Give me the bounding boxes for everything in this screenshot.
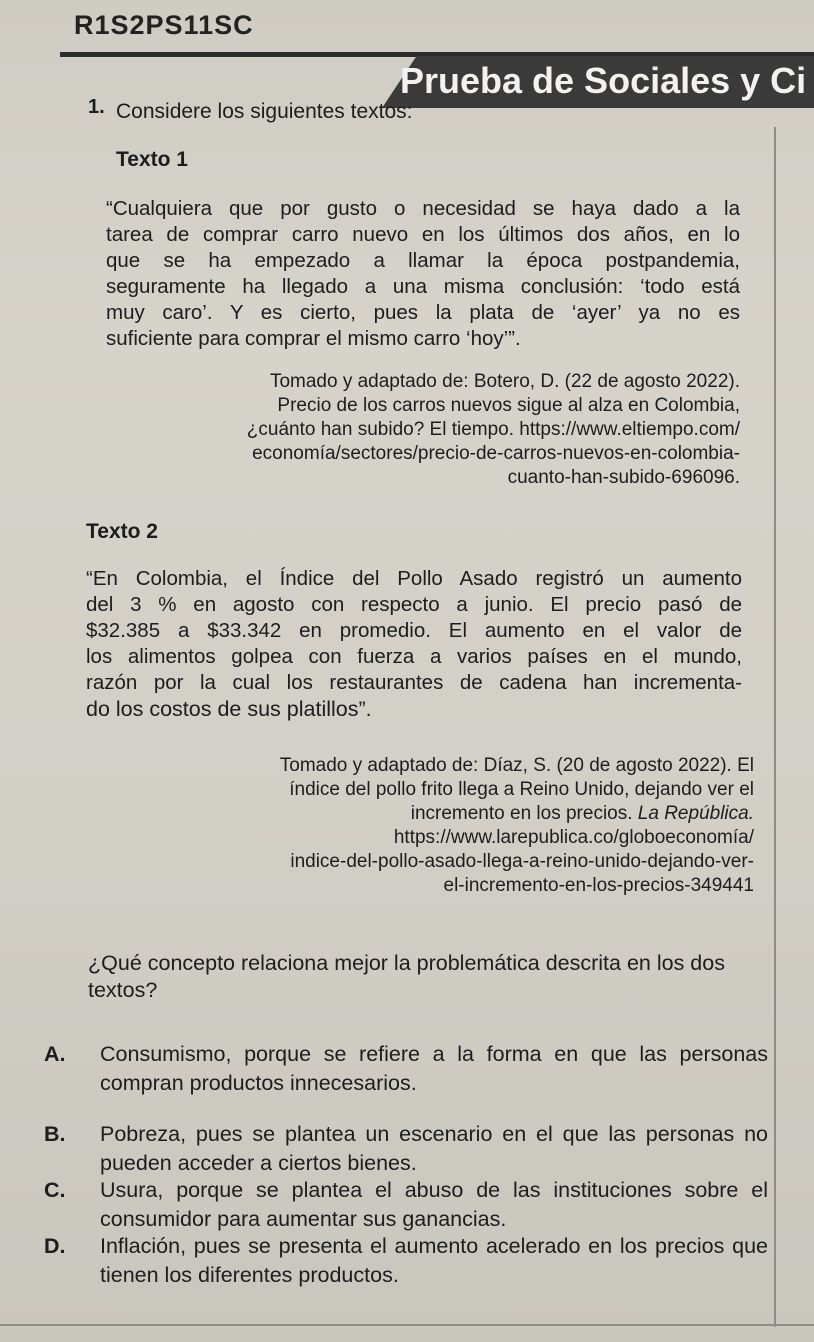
- option-letter: B.: [44, 1122, 66, 1146]
- option-text: Consumismo, porque se refiere a la forma en que las personas compran productos innecesarios.: [100, 1042, 768, 1095]
- right-margin-rule: [774, 127, 776, 1327]
- texto1-line: suficiente para comprar el mismo carro ‘hoy’”.: [106, 327, 521, 350]
- texto1-label: Texto 1: [116, 148, 188, 171]
- source-line: https://www.larepublica.co/globoeconomía/: [393, 827, 754, 848]
- option-b[interactable]: [44, 1120, 768, 1178]
- source-line: [120, 802, 754, 826]
- texto2-line: do los costos de sus platillos”.: [86, 697, 372, 721]
- source-line: cuanto-han-subido-696096.: [507, 467, 740, 488]
- source-line: Precio de los carros nuevos sigue al alza en Colombia,: [277, 395, 740, 416]
- source-line: indice-del-pollo-asado-llega-a-reino-unido-dejando-ver-: [290, 851, 754, 872]
- texto2-line: los alimentos golpea con fuerza a varios países en el mundo,: [86, 645, 742, 668]
- option-d[interactable]: [44, 1232, 768, 1290]
- texto1-line: muy caro’. Y es cierto, pues la plata de ‘ayer’ ya no es: [106, 301, 740, 324]
- texto1-line: que se ha empezado a llamar la época postpandemia,: [106, 249, 740, 272]
- option-letter: C.: [44, 1178, 66, 1202]
- source-line: índice del pollo frito llega a Reino Unido, dejando ver el: [289, 779, 754, 800]
- source-line: el-incremento-en-los-precios-349441: [443, 875, 754, 896]
- exam-header-bar: [60, 44, 814, 108]
- option-c[interactable]: [44, 1176, 768, 1234]
- texto2-source: [120, 754, 754, 898]
- question-prompt: ¿Qué concepto relaciona mejor la problemática descrita en los dos textos?: [88, 951, 725, 1002]
- option-text: Pobreza, pues se plantea un escenario en el que las personas no pueden acceder a ciertos bienes.: [100, 1122, 768, 1175]
- texto2-label: Texto 2: [86, 520, 158, 543]
- texto2-line: “En Colombia, el Índice del Pollo Asado registró un aumento: [86, 567, 742, 590]
- texto1-body: [106, 196, 740, 352]
- publication-name: La República.: [637, 803, 754, 824]
- exam-title: Prueba de Sociales y Ci: [400, 60, 807, 101]
- source-line: Tomado y adaptado de: Botero, D. (22 de agosto 2022).: [269, 371, 740, 392]
- bottom-rule: [0, 1324, 814, 1326]
- option-letter: D.: [44, 1234, 66, 1258]
- question-number: 1.: [88, 96, 105, 118]
- texto1-line: “Cualquiera que por gusto o necesidad se haya dado a la: [106, 197, 740, 220]
- option-a[interactable]: [44, 1040, 768, 1098]
- texto1-source: [150, 370, 740, 490]
- texto2-line: del 3 % en agosto con respecto a junio. El precio pasó de: [86, 593, 742, 616]
- source-line: ¿cuánto han subido? El tiempo. https://www.eltiempo.com/: [246, 419, 740, 440]
- option-letter: A.: [44, 1042, 66, 1066]
- source-line: economía/sectores/precio-de-carros-nuevos-en-colombia-: [252, 443, 740, 464]
- texto2-line: $32.385 a $33.342 en promedio. El aumento en el valor de: [86, 619, 742, 642]
- source-line: Tomado y adaptado de: Díaz, S. (20 de agosto 2022). El: [279, 755, 754, 776]
- texto1-line: seguramente ha llegado a una misma conclusión: ‘todo está: [106, 275, 740, 298]
- exam-code: R1S2PS11SC: [74, 10, 254, 40]
- texto1-line: tarea de comprar carro nuevo en los últimos dos años, en lo: [106, 223, 740, 246]
- option-text: Usura, porque se plantea el abuso de las instituciones sobre el consumidor para aumentar sus ganancias.: [100, 1178, 768, 1231]
- texto2-line: razón por la cual los restaurantes de cadena han incrementa-: [86, 671, 742, 694]
- source-text: incremento en los precios.: [410, 803, 633, 824]
- texto2-body: [86, 566, 742, 723]
- question-intro: Considere los siguientes textos:: [116, 100, 413, 123]
- option-text: Inflación, pues se presenta el aumento acelerado en los precios que tienen los diferentes productos.: [100, 1234, 768, 1287]
